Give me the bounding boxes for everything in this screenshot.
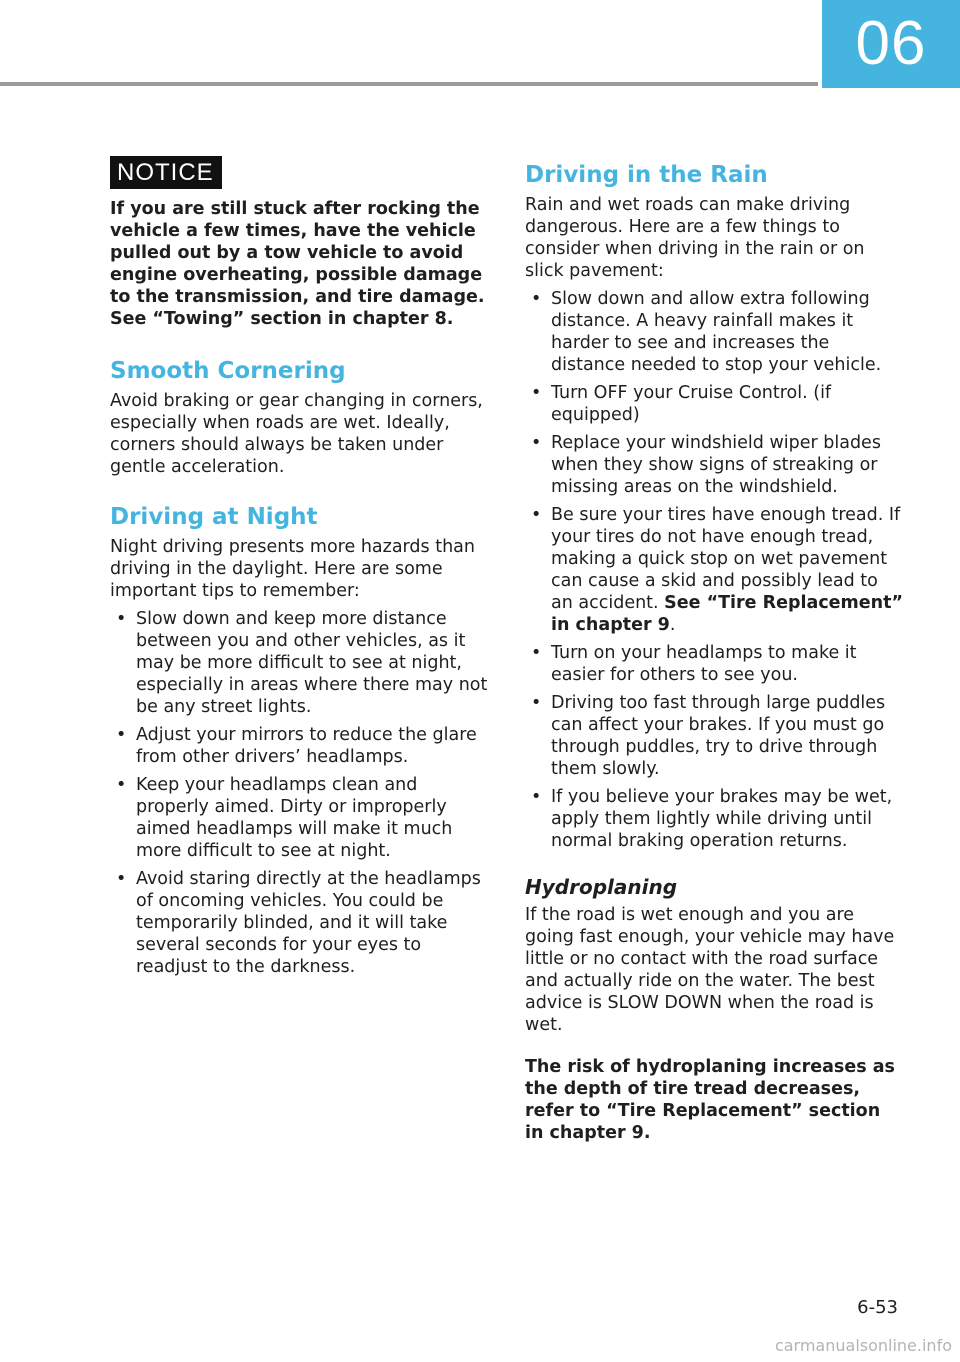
list-item: • Turn on your headlamps to make it easier for others to see you.: [525, 642, 903, 686]
right-column: [525, 160, 903, 1144]
tire-bullet-end: .: [669, 615, 676, 635]
driving-in-rain-heading: Driving in the Rain: [525, 162, 768, 188]
list-item: • Replace your windshield wiper blades when they show signs of streaking or missing areas on the windshield.: [525, 432, 903, 498]
driving-at-night-intro: Night driving presents more hazards than driving in the daylight. Here are some important tips to remember:: [110, 537, 475, 601]
hydroplaning-warning: The risk of hydroplaning increases as the depth of tire tread decreases, refer to “Tire Replacement” section in chapter 9.: [525, 1057, 895, 1143]
list-item: [525, 504, 903, 636]
list-item: • If you believe your brakes may be wet, apply them lightly while driving until normal braking operation returns.: [525, 786, 903, 852]
list-item: • Keep your headlamps clean and properly aimed. Dirty or improperly aimed headlamps will make it much more difficult to see at night.: [110, 774, 490, 862]
list-item: • Slow down and keep more distance between you and other vehicles, as it may be more difficult to see at night, especially in areas where there may not be any street lights.: [110, 608, 490, 718]
tire-replacement-reference: See “Tire Replacement” in chapter 9: [551, 593, 903, 635]
notice-text: If you are still stuck after rocking the vehicle a few times, have the vehicle pulled out by a tow vehicle to avoid engine overheating, possible damage to the transmission, and tire damage. See “Towing” section in chapter 8.: [110, 199, 485, 329]
list-item: • Slow down and allow extra following distance. A heavy rainfall makes it harder to see and increases the distance needed to stop your vehicle.: [525, 288, 903, 376]
page-number: 6-53: [857, 1297, 898, 1318]
left-column: [110, 156, 490, 984]
notice-label: NOTICE: [110, 156, 222, 189]
list-item: • Turn OFF your Cruise Control. (if equipped): [525, 382, 903, 426]
watermark: carmanualsonline.info: [774, 1336, 952, 1355]
chapter-tab: 06: [822, 0, 960, 88]
list-item: • Avoid staring directly at the headlamps of oncoming vehicles. You could be temporarily blinded, and it will take several seconds for your eyes to readjust to the darkness.: [110, 868, 490, 978]
smooth-cornering-text: Avoid braking or gear changing in corners, especially when roads are wet. Ideally, corners should always be taken under gentle acceleration.: [110, 391, 483, 477]
hydroplaning-heading: Hydroplaning: [525, 875, 678, 899]
driving-in-rain-intro: Rain and wet roads can make driving dangerous. Here are a few things to consider when driving in the rain or on slick pavement:: [525, 195, 865, 281]
list-item: • Adjust your mirrors to reduce the glare from other drivers’ headlamps.: [110, 724, 490, 768]
smooth-cornering-heading: Smooth Cornering: [110, 358, 346, 384]
rain-bullet-list: [525, 288, 903, 852]
night-bullet-list: [110, 608, 490, 978]
tire-bullet-text: Be sure your tires have enough tread. If your tires do not have enough tread, making a quick stop on wet pavement can cause a skid and possibly lead to an accident.: [551, 505, 901, 613]
driving-at-night-heading: Driving at Night: [110, 504, 318, 530]
hydroplaning-text: If the road is wet enough and you are going fast enough, your vehicle may have little or no contact with the road surface and actually ride on the water. The best advice is SLOW DOWN when the road is wet.: [525, 905, 895, 1035]
list-item: • Driving too fast through large puddles can affect your brakes. If you must go through puddles, try to drive through them slowly.: [525, 692, 903, 780]
header-rule: [0, 82, 818, 86]
